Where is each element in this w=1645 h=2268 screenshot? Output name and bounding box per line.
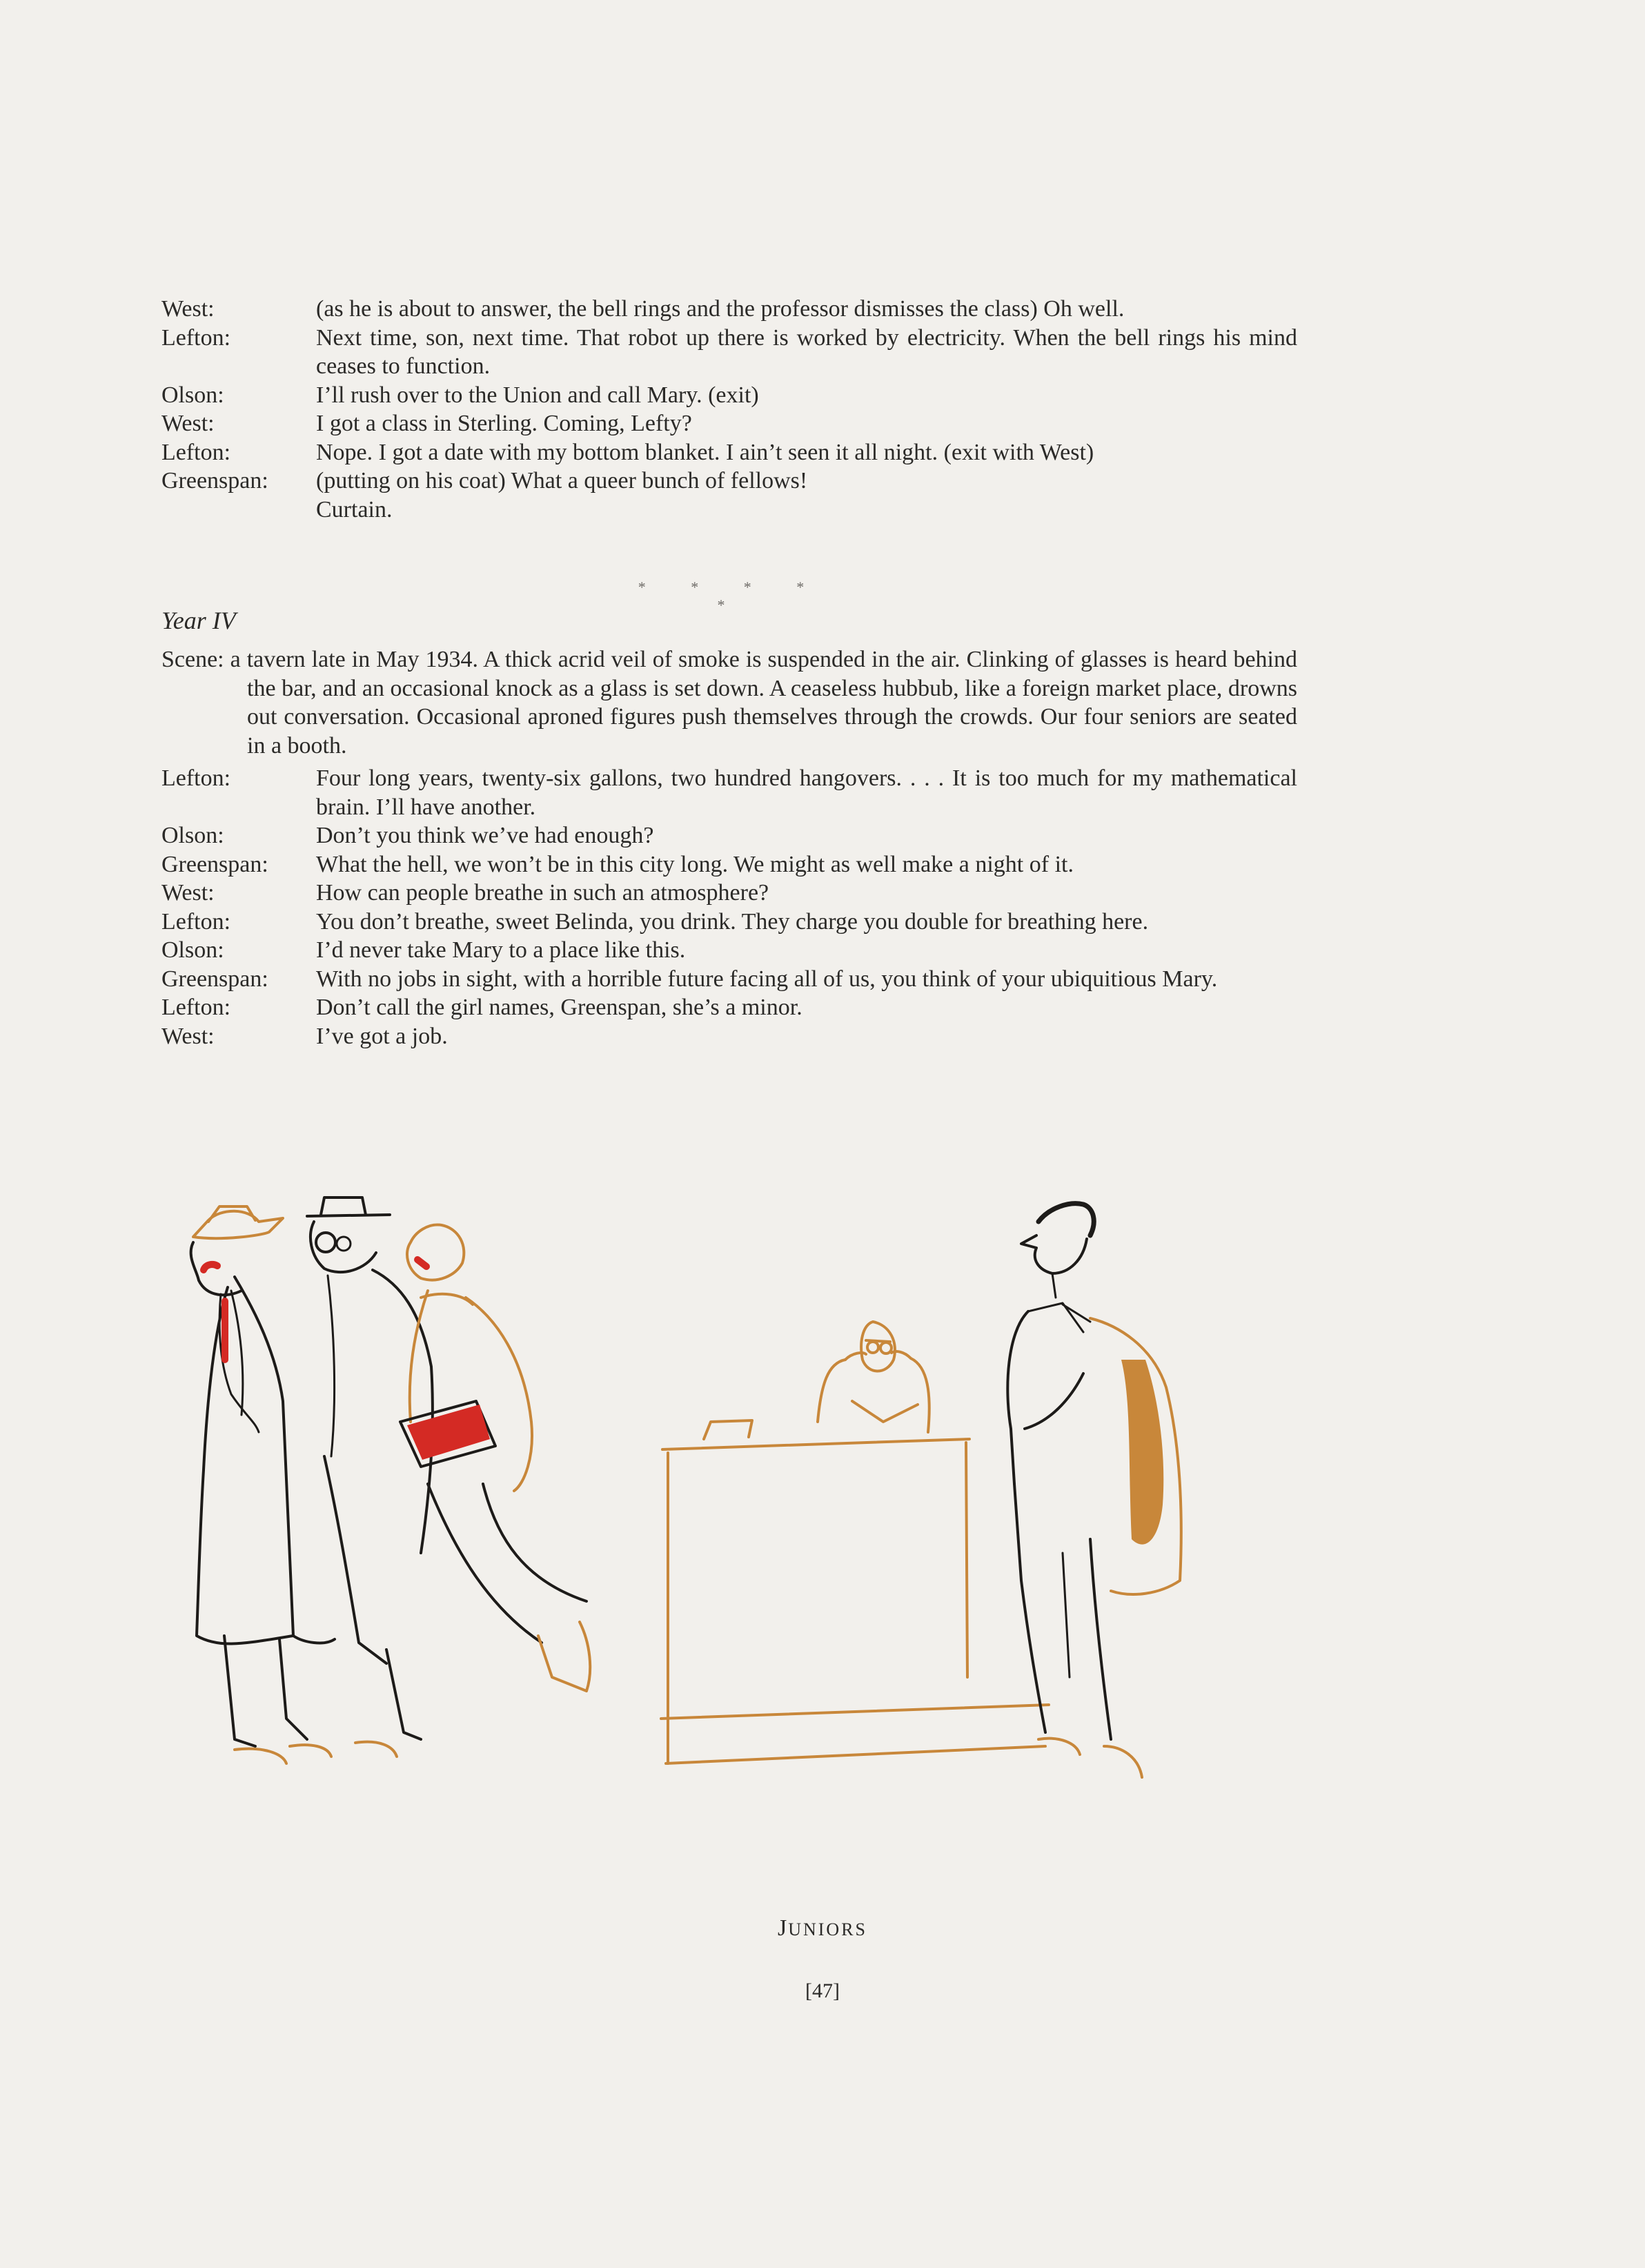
speaker: Olson: <box>161 937 224 963</box>
speaker: West: <box>161 1023 215 1049</box>
dialogue-line: How can people breathe in such an atmosphere? <box>316 880 769 906</box>
dialogue-line: I’ll rush over to the Union and call Mary. (exit) <box>316 382 759 408</box>
dialogue-block-year-iii <box>161 295 1297 524</box>
student-with-book <box>400 1225 590 1691</box>
speaker: Olson: <box>161 382 224 408</box>
dialogue-line: Curtain. <box>316 496 393 522</box>
dialogue-row <box>161 821 1297 850</box>
dialogue-line: With no jobs in sight, with a horrible future facing all of us, you think of your ubiquitious Mary. <box>316 966 1218 992</box>
dialogue-row <box>161 993 1297 1022</box>
dialogue-line: (as he is about to answer, the bell rings and the professor dismisses the class) Oh well. <box>316 296 1125 322</box>
dialogue-row <box>161 438 1297 467</box>
dialogue-row <box>161 908 1297 937</box>
caption-initial: J <box>777 1915 789 1941</box>
juniors-illustration <box>166 1194 1339 1939</box>
student-long-coat <box>191 1206 335 1763</box>
librarian-figure <box>818 1322 929 1432</box>
dialogue-line: Don’t call the girl names, Greenspan, she’s a minor. <box>316 995 802 1020</box>
dialogue-line: Nope. I got a date with my bottom blanket. I ain’t seen it all night. (exit with West) <box>316 439 1094 465</box>
dialogue-line: I got a class in Sterling. Coming, Lefty? <box>316 411 692 436</box>
year-heading: Year IV <box>161 607 236 634</box>
dialogue-row <box>161 965 1297 994</box>
page-number: [47] <box>805 1979 840 2002</box>
dialogue-line: I’d never take Mary to a place like this. <box>316 937 686 963</box>
dialogue-row <box>161 324 1297 381</box>
dialogue-row <box>161 295 1297 324</box>
dialogue-row <box>161 1022 1297 1051</box>
dialogue-line: I’ve got a job. <box>316 1023 448 1049</box>
dialogue-row <box>161 850 1297 879</box>
dialogue-row <box>161 879 1297 908</box>
speaker <box>161 496 316 525</box>
dialogue-block-year-iv <box>161 645 1297 1050</box>
dialogue-row <box>161 496 1297 525</box>
speaker: Lefton: <box>161 908 231 935</box>
speaker: West: <box>161 296 215 322</box>
dialogue-line: Next time, son, next time. That robot up there is worked by electricity. When the bell rings his mind ceases to function. <box>316 324 1297 379</box>
library-desk <box>661 1420 1049 1763</box>
dialogue-row <box>161 764 1297 821</box>
student-with-coat <box>1007 1204 1181 1777</box>
dialogue-line: What the hell, we won’t be in this city long. We might as well make a night of it. <box>316 851 1074 877</box>
dialogue-row <box>161 467 1297 496</box>
dialogue-row <box>161 409 1297 438</box>
dialogue-row <box>161 936 1297 965</box>
speaker: Lefton: <box>161 765 231 791</box>
speaker: Lefton: <box>161 324 231 351</box>
speaker: Greenspan: <box>161 966 268 992</box>
dialogue-line: (putting on his coat) What a queer bunch of fellows! <box>316 468 808 493</box>
dialogue-row <box>161 381 1297 410</box>
section-separator: * * * * * <box>638 578 825 614</box>
speaker: Lefton: <box>161 439 231 465</box>
speaker: Greenspan: <box>161 851 268 877</box>
dialogue-line: Don’t you think we’ve had enough? <box>316 823 654 848</box>
dialogue-line: Four long years, twenty-six gallons, two hundred hangovers. . . . It is too much for my mathematical brain. I’ll have another. <box>316 765 1297 820</box>
speaker: Olson: <box>161 823 224 848</box>
illustration-caption <box>0 1915 1645 1942</box>
speaker: West: <box>161 411 215 436</box>
caption-small-caps: UNIORS <box>788 1919 868 1939</box>
speaker: Greenspan: <box>161 468 268 493</box>
dialogue-line: You don’t breathe, sweet Belinda, you drink. They charge you double for breathing here. <box>316 908 1149 935</box>
scene-description: Scene: a tavern late in May 1934. A thick acrid veil of smoke is suspended in the air. Clinking of glasses is heard behind the bar, and an occasional knock as a glass is set down. A ceaseless hubbub, like a foreign market place, drowns out conversation. Occasional aproned figures push themselves through the crowds. Our four seniors are seated in a booth. <box>161 647 1297 759</box>
student-glasses-hat <box>307 1197 433 1757</box>
speaker: Lefton: <box>161 995 231 1020</box>
speaker: West: <box>161 880 215 906</box>
